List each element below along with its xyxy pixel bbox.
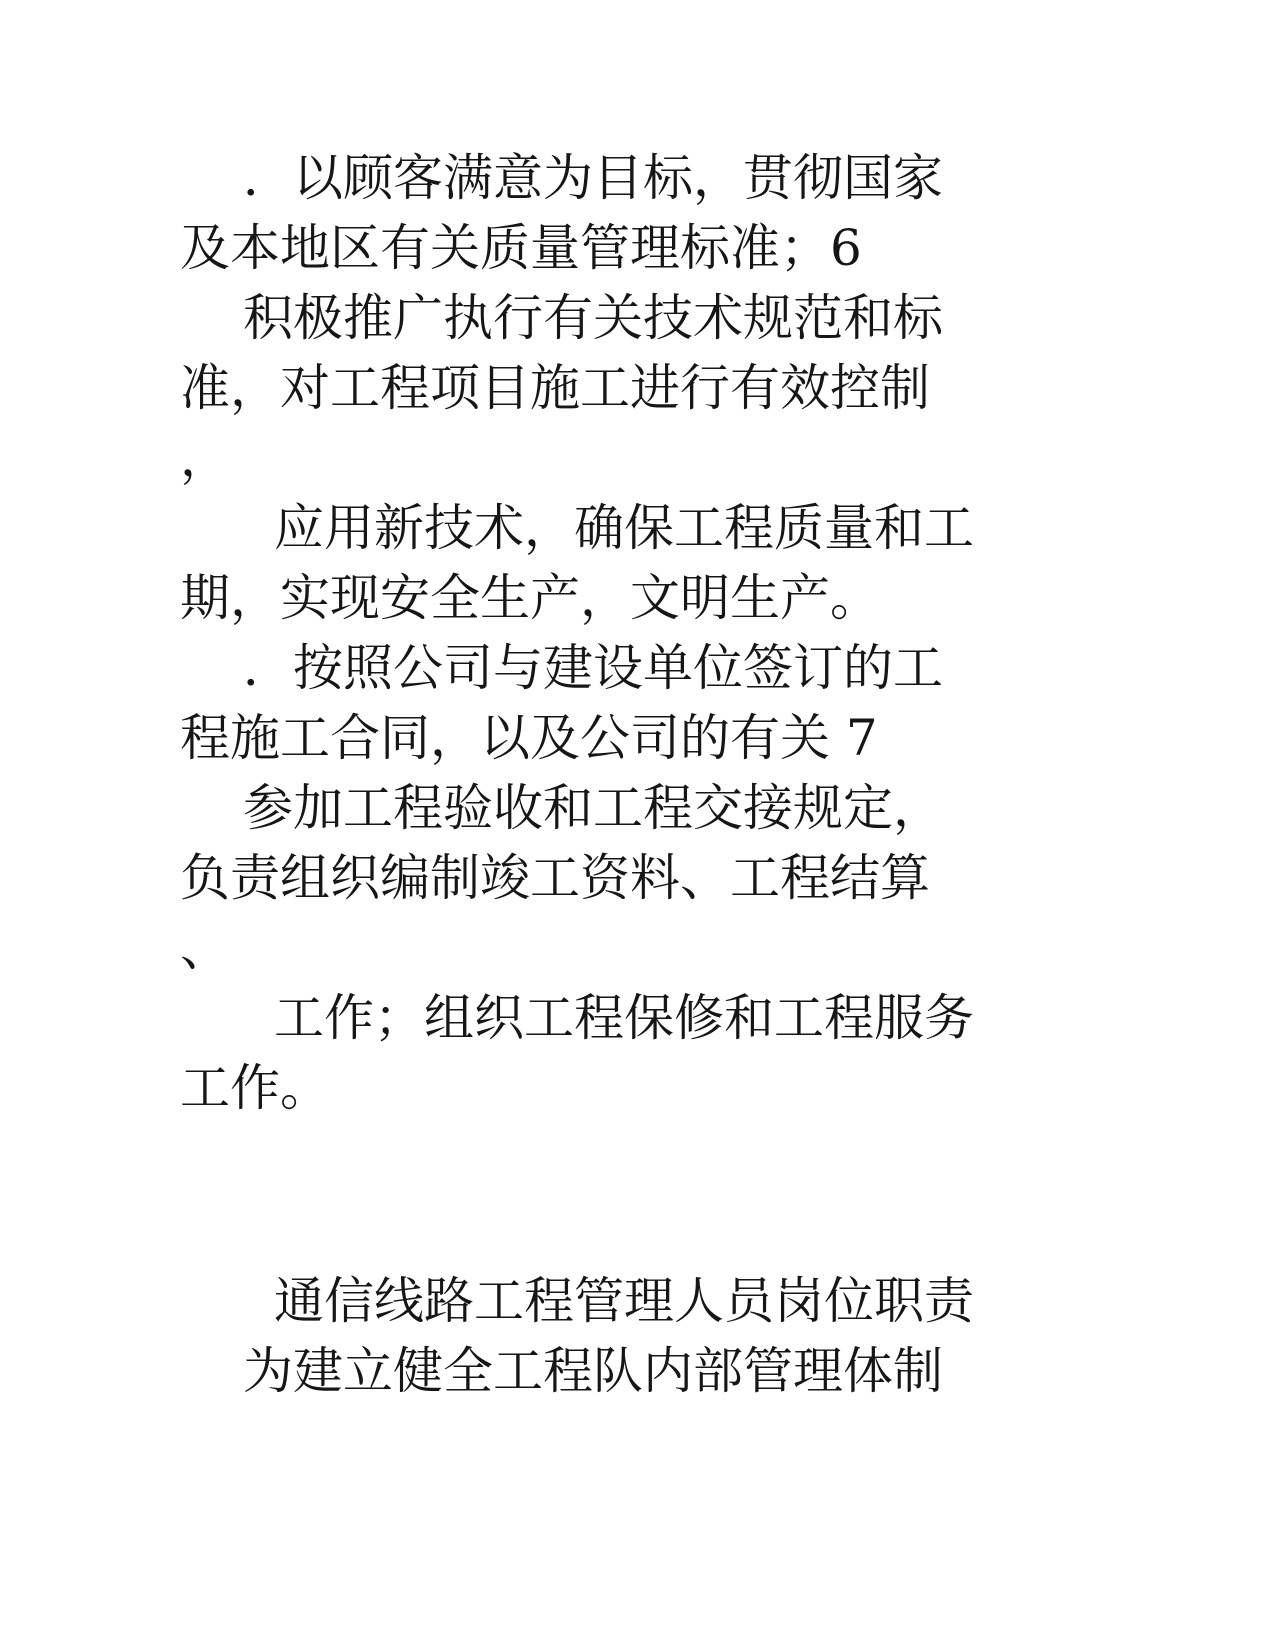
text-line: 负责组织编制竣工资料、工程结算 xyxy=(180,849,930,907)
text-line: 准，对工程项目施工进行有效控制 xyxy=(180,359,930,417)
text-line: 积极推广执行有关技术规范和标 xyxy=(243,289,943,347)
text-line: 工作。 xyxy=(180,1059,330,1117)
text-line: ．按照公司与建设单位签订的工 xyxy=(243,639,943,697)
text-line: 应用新技术，确保工程质量和工 xyxy=(274,499,974,557)
text-line: ．以顾客满意为目标，贯彻国家 xyxy=(243,149,943,207)
text-line: 期，实现安全生产，文明生产。 xyxy=(180,569,880,627)
text-line: 工作；组织工程保修和工程服务 xyxy=(274,989,974,1047)
text-line: 、 xyxy=(180,919,230,977)
section-line: 为建立健全工程队内部管理体制 xyxy=(243,1342,943,1400)
text-line: 参加工程验收和工程交接规定， xyxy=(243,779,943,837)
text-line: 及本地区有关质量管理标准；6 xyxy=(180,219,862,277)
text-line: 程施工合同，以及公司的有关 7 xyxy=(180,709,878,767)
section-title: 通信线路工程管理人员岗位职责 xyxy=(274,1272,974,1330)
text-line: ， xyxy=(180,429,230,487)
